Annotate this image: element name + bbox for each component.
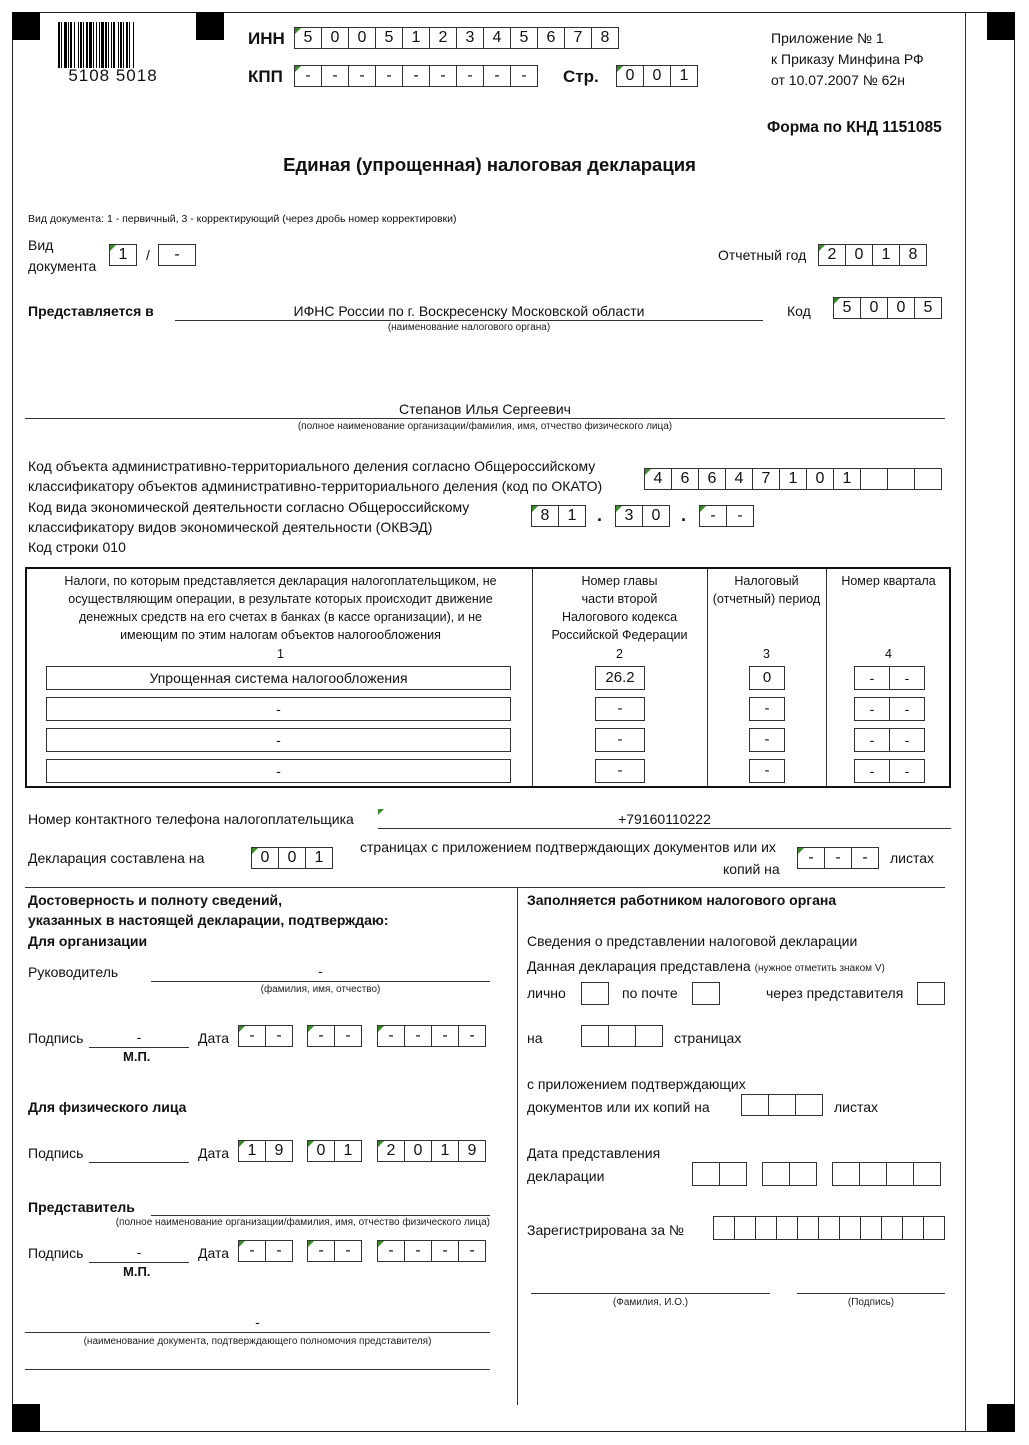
okved-cell[interactable]: 8 [531,505,559,527]
period-field[interactable]: - [749,759,785,783]
personally-checkbox[interactable] [581,982,609,1005]
kpp-cell[interactable]: - [294,65,322,87]
org-date-day[interactable] [238,1025,292,1047]
phone-label: Номер контактного телефона налогоплательщика [28,811,354,827]
table-header-period [707,572,826,608]
doc-type-slash: / [146,247,150,263]
header-line: осуществляющим операции, в результате которых происходит движение [68,592,493,606]
doc-type-hint: Вид документа: 1 - первичный, 3 - корректирующий (через дробь номер корректировки) [28,213,457,225]
officer-sheets-cell[interactable] [795,1094,823,1116]
officer-date-year[interactable] [832,1162,940,1186]
pages-cells[interactable] [251,847,332,869]
rep-year-cell[interactable]: - [377,1240,405,1262]
header-line: Налоговый [734,574,799,588]
person-date-label: Дата [198,1145,230,1161]
officer-day-cell[interactable] [692,1162,720,1186]
bottom-section-line [25,887,945,888]
representative-caption: (полное наименование организации/фамилия, имя, отчество физического лица) [115,1217,490,1228]
col-num-1: 1 [277,647,284,661]
bottom-section-divider [517,887,518,1405]
rep-year-cell[interactable]: - [458,1240,486,1262]
okato-cell[interactable] [887,468,915,490]
kpp-cells[interactable] [294,65,537,87]
barcode-bar [133,22,134,68]
barcode-bar [118,22,119,68]
org-sign-value[interactable]: - [136,1029,142,1045]
correction-cell[interactable]: - [158,244,196,266]
attachments-cell[interactable]: - [797,847,825,869]
page-cell[interactable]: 0 [643,65,671,87]
via-rep-label: через представителя [766,985,904,1001]
attachments-cell[interactable]: - [824,847,852,869]
barcode-bar [96,22,97,68]
inn-cell[interactable]: 4 [483,27,511,49]
taxpayer-caption: (полное наименование организации/фамилия, имя, отчество физического лица) [297,421,673,432]
head-underline [151,981,490,982]
corner-marker-tl [12,12,40,40]
quarter-digit-1[interactable]: - [854,759,890,783]
barcode-bar [89,22,92,68]
okved-cell[interactable]: - [699,505,727,527]
rep-day-cell[interactable]: - [238,1240,266,1262]
rep-day-cell[interactable]: - [265,1240,293,1262]
tax-table [25,567,951,788]
barcode-bar [83,22,84,68]
header-line: Налоги, по которым представляется декларация налогоплательщиком, не [64,574,497,588]
year-cell[interactable]: 8 [899,244,927,266]
rep-sign-underline [89,1262,189,1263]
okved-cell[interactable]: 0 [642,505,670,527]
officer-year-cell[interactable] [886,1162,914,1186]
page-cell[interactable]: 1 [670,65,698,87]
officer-pages-cells[interactable] [581,1025,662,1047]
attach-label-2: документов или их копий на [527,1099,710,1115]
barcode-bar [120,22,122,68]
phone-underline [378,828,951,829]
header-line: имеющим по этим налогам объектов налогообложения [120,628,441,642]
registration-cell[interactable] [923,1216,945,1240]
pages-text1: страницах с приложением подтверждающих документов или их [360,839,776,855]
org-stamp-label: М.П. [123,1049,151,1064]
rep-month-cell[interactable]: - [307,1240,335,1262]
officer-year-cell[interactable] [859,1162,887,1186]
kpp-cell[interactable]: - [348,65,376,87]
taxpayer-underline [25,418,945,419]
officer-sheets-cell[interactable] [741,1094,769,1116]
chapter-field[interactable]: 26.2 [595,666,645,690]
registration-cell[interactable] [755,1216,777,1240]
rep-month-cell[interactable]: - [334,1240,362,1262]
via-rep-checkbox[interactable] [917,982,945,1005]
rep-year-cell[interactable]: - [431,1240,459,1262]
person-date-day[interactable] [238,1140,292,1162]
kpp-cell[interactable]: - [321,65,349,87]
officer-pages-cell[interactable] [581,1025,609,1047]
officer-pages-cell[interactable] [608,1025,636,1047]
page-cell[interactable]: 0 [616,65,644,87]
confirm-line1: Достоверность и полноту сведений, [28,892,283,908]
okato-cells[interactable] [644,468,941,490]
personally-label: лично [527,985,566,1001]
submitted-label [527,958,885,974]
okved-group2-cells[interactable] [615,505,669,527]
pages-text2: копий на [723,861,780,877]
quarter-digit-2[interactable]: - [889,759,925,783]
registration-cell[interactable] [902,1216,924,1240]
org-sign-label: Подпись [28,1030,84,1046]
date-submitted-label-2: декларации [527,1168,605,1184]
tax-office-underline [175,320,763,321]
inn-cell[interactable]: 3 [456,27,484,49]
attachments-cells[interactable] [797,847,878,869]
inn-cell[interactable]: 0 [321,27,349,49]
tax-office-code-cell[interactable]: 5 [833,297,861,319]
tax-office-name[interactable]: ИФНС России по г. Воскресенску Московской области [293,303,645,319]
registration-cell[interactable] [797,1216,819,1240]
quarter-digit-2[interactable]: - [889,728,925,752]
head-value[interactable]: - [318,963,323,979]
phone-value[interactable]: +79160110222 [618,811,711,827]
rep-stamp-label: М.П. [123,1264,151,1279]
person-date-month[interactable] [307,1140,361,1162]
barcode-bar [74,22,75,68]
header-line: Номер главы [581,574,658,588]
barcode-bar [111,22,112,68]
submitted-hint: (нужное отметить знаком V) [754,963,885,974]
appendix-line3: от 10.07.2007 № 62н [771,72,905,88]
corner-marker-bl [12,1404,40,1432]
barcode-digits: 5108 5018 [68,66,158,85]
barcode-bar [93,22,94,68]
officer-date-month[interactable] [762,1162,816,1186]
year-cell[interactable]: 1 [872,244,900,266]
org-date-month[interactable] [307,1025,361,1047]
quarter-digit-1[interactable]: - [854,728,890,752]
header-line: Налогового кодекса [561,610,678,624]
barcode-bar [108,22,109,68]
corner-marker-tr [987,12,1015,40]
taxpayer-name[interactable]: Степанов Илья Сергеевич [399,401,571,417]
barcode-bar [70,22,72,68]
registration-cell[interactable] [839,1216,861,1240]
person-day-cell[interactable]: 9 [265,1140,293,1162]
officer-sign-caption: (Подпись) [847,1297,895,1308]
page-label: Стр. [563,67,599,86]
appendix-line1: Приложение № 1 [771,30,884,46]
okato-cell[interactable]: 1 [779,468,807,490]
form-code: Форма по КНД 1151085 [767,119,942,136]
inn-cell[interactable]: 1 [402,27,430,49]
quarter-digit-2[interactable]: - [889,697,925,721]
officer-sheets-cell[interactable] [768,1094,796,1116]
person-year-cell[interactable]: 2 [377,1140,405,1162]
inn-cells[interactable] [294,27,618,49]
rep-date-label: Дата [198,1245,230,1261]
barcode-bar [99,22,100,68]
table-divider-3 [826,569,827,786]
officer-month-cell[interactable] [789,1162,817,1186]
header-line: части второй [581,592,658,606]
tax-officer-header: Заполняется работником налогового органа [527,892,837,908]
barcode-bar [105,22,107,68]
tax-office-code-label: Код [787,303,811,319]
officer-sheets-label: листах [834,1099,879,1115]
org-month-cell[interactable]: - [307,1025,335,1047]
okato-label-line1: Код объекта административно-территориального деления согласно Общероссийскому [28,458,596,474]
barcode-bar [113,22,115,68]
header-line: Российской Федерации [551,628,688,642]
for-organization-label: Для организации [28,933,148,949]
table-header-taxes [32,572,529,644]
report-year-label: Отчетный год [718,247,807,263]
right-margin-line [965,12,966,1432]
pages-label: Декларация составлена на [28,850,205,866]
registration-cell[interactable] [860,1216,882,1240]
appendix-line2: к Приказу Минфина РФ [771,51,924,67]
officer-year-cell[interactable] [913,1162,941,1186]
kpp-cell[interactable]: - [510,65,538,87]
barcode-bar [68,22,69,68]
org-date-label: Дата [198,1030,230,1046]
barcode-bar [58,22,60,68]
okato-cell[interactable] [914,468,942,490]
tax-name-field[interactable]: - [46,697,511,721]
inn-cell[interactable]: 5 [294,27,322,49]
tax-office-code-cells[interactable] [833,297,941,319]
corner-marker-br [987,1404,1015,1432]
okved-dot1: . [597,505,603,525]
doc-type-label1: Вид [28,237,54,253]
by-mail-label: по почте [622,985,678,1001]
on-label: на [527,1030,543,1046]
pages-suffix: листах [890,850,935,866]
tax-name-field[interactable]: - [46,759,511,783]
quarter-digit-2[interactable]: - [889,666,925,690]
org-day-cell[interactable]: - [238,1025,266,1047]
rep-year-cell[interactable]: - [404,1240,432,1262]
tax-office-code-cell[interactable]: 5 [914,297,942,319]
page-number-cells[interactable] [616,65,697,87]
report-year-cells[interactable] [818,244,926,266]
person-sign-label: Подпись [28,1145,84,1161]
chapter-field[interactable]: - [595,759,645,783]
for-person-label: Для физического лица [28,1099,187,1115]
date-submitted-label-1: Дата представления [527,1145,661,1161]
table-header-chapter [532,572,707,644]
submission-info-label: Сведения о представлении налоговой декларации [527,933,858,949]
registered-label: Зарегистрирована за № [527,1222,684,1238]
tax-office-code-cell[interactable]: 0 [887,297,915,319]
col-num-3: 3 [763,647,770,661]
kpp-label: КПП [248,67,283,86]
person-year-cell[interactable]: 9 [458,1140,486,1162]
okato-cell[interactable]: 4 [725,468,753,490]
page-title: Единая (упрощенная) налоговая декларация [283,154,696,175]
header-line: денежных средств на его счетах в банках (в кассе организации), и не [78,610,482,624]
inn-cell[interactable]: 5 [375,27,403,49]
okved-label-line1: Код вида экономической деятельности согласно Общероссийскому [28,499,470,515]
registration-number-cells[interactable] [713,1216,944,1240]
org-year-cell[interactable]: - [458,1025,486,1047]
barcode-bar [64,22,67,68]
submitted-text: Данная декларация представлена [527,958,751,974]
rep-date-month[interactable] [307,1240,361,1262]
pages-cell[interactable]: 0 [251,847,279,869]
okato-cell[interactable]: 4 [644,468,672,490]
pages-cell[interactable]: 0 [278,847,306,869]
person-year-cell[interactable]: 1 [431,1140,459,1162]
year-cell[interactable]: 2 [818,244,846,266]
registration-cell[interactable] [734,1216,756,1240]
person-month-cell[interactable]: 1 [334,1140,362,1162]
rep-doc-underline [25,1332,490,1333]
rep-doc-underline-2 [25,1369,490,1370]
officer-sheets-cells[interactable] [741,1094,822,1116]
okato-cell[interactable]: 6 [698,468,726,490]
period-field[interactable]: - [749,697,785,721]
head-label: Руководитель [28,964,119,980]
confirm-line2: указанных в настоящей декларации, подтверждаю: [28,912,389,928]
officer-day-cell[interactable] [719,1162,747,1186]
doc-type-cell[interactable]: 1 [109,244,137,266]
barcode-bar [86,22,88,68]
registration-cell[interactable] [713,1216,735,1240]
okato-cell[interactable]: 0 [806,468,834,490]
org-year-cell[interactable]: - [431,1025,459,1047]
chapter-field[interactable]: - [595,697,645,721]
attachments-cell[interactable]: - [851,847,879,869]
officer-pages-cell[interactable] [635,1025,663,1047]
header-line: (отчетный) период [712,592,821,606]
okato-cell[interactable] [860,468,888,490]
barcode-bar [61,22,62,68]
okato-cell[interactable]: 6 [671,468,699,490]
org-day-cell[interactable]: - [265,1025,293,1047]
col-num-2: 2 [616,647,623,661]
barcode-bar [101,22,104,68]
officer-year-cell[interactable] [832,1162,860,1186]
inn-cell[interactable]: 2 [429,27,457,49]
okato-label-line2: классификатору объектов административно-территориального деления (код по ОКАТО) [28,478,603,494]
person-sign-underline [89,1162,189,1163]
year-cell[interactable]: 0 [845,244,873,266]
rep-date-day[interactable] [238,1240,292,1262]
okved-cell[interactable]: 1 [558,505,586,527]
kpp-cell[interactable]: - [429,65,457,87]
person-date-year[interactable] [377,1140,485,1162]
tax-name-field[interactable]: - [46,728,511,752]
officer-sign-underline [797,1293,945,1294]
inn-label: ИНН [248,29,285,48]
tax-name-field[interactable]: Упрощенная система налогообложения [46,666,511,690]
person-year-cell[interactable]: 0 [404,1140,432,1162]
officer-month-cell[interactable] [762,1162,790,1186]
org-date-year[interactable] [377,1025,485,1047]
quarter-digit-1[interactable]: - [854,697,890,721]
by-mail-checkbox[interactable] [692,982,720,1005]
registration-cell[interactable] [818,1216,840,1240]
inn-cell[interactable]: 0 [348,27,376,49]
tax-office-code-cell[interactable]: 0 [860,297,888,319]
head-caption: (фамилия, имя, отчество) [260,984,381,995]
officer-pages-label: страницах [674,1030,742,1046]
person-month-cell[interactable]: 0 [307,1140,335,1162]
inn-cell[interactable]: 6 [537,27,565,49]
rep-date-year[interactable] [377,1240,485,1262]
line-code-label: Код строки 010 [28,539,126,555]
okato-cell[interactable]: 7 [752,468,780,490]
okved-group1-cells[interactable] [531,505,585,527]
table-header-quarter [826,572,951,590]
person-day-cell[interactable]: 1 [238,1140,266,1162]
inn-cell[interactable]: 8 [591,27,619,49]
submitted-to-label: Представляется в [28,303,154,319]
period-field[interactable]: - [749,728,785,752]
kpp-cell[interactable]: - [375,65,403,87]
attach-label-1: с приложением подтверждающих [527,1076,746,1092]
inn-cell[interactable]: 5 [510,27,538,49]
okato-cell[interactable]: 1 [833,468,861,490]
doc-type-label2: документа [28,258,97,274]
officer-date-day[interactable] [692,1162,746,1186]
barcode-bar [129,22,130,68]
org-month-cell[interactable]: - [334,1025,362,1047]
okved-dot2: . [681,505,687,525]
rep-sign-value[interactable]: - [136,1244,142,1260]
kpp-cell[interactable]: - [402,65,430,87]
corner-marker-tm [196,12,224,40]
pages-cell[interactable]: 1 [305,847,333,869]
officer-name-caption: (Фамилия, И.О.) [612,1297,689,1308]
representative-underline [151,1215,490,1216]
representative-label: Представитель [28,1199,135,1215]
period-field[interactable]: 0 [749,666,785,690]
inn-cell[interactable]: 7 [564,27,592,49]
tax-office-caption: (наименование налогового органа) [387,322,551,333]
barcode-bar [126,22,128,68]
kpp-cell[interactable]: - [483,65,511,87]
okved-cell[interactable]: - [726,505,754,527]
rep-sign-label: Подпись [28,1245,84,1261]
registration-cell[interactable] [776,1216,798,1240]
okved-label-line2: классификатору видов экономической деятельности (ОКВЭД) [28,519,433,535]
officer-name-underline [531,1293,770,1294]
header-line: Номер квартала [841,574,936,588]
barcode-bar [78,22,79,68]
col-num-4: 4 [885,647,892,661]
barcode-bar [80,22,82,68]
rep-doc-value[interactable]: - [255,1314,260,1330]
org-sign-underline [89,1047,189,1048]
okved-group3-cells[interactable] [699,505,753,527]
rep-doc-caption: (наименование документа, подтверждающего полномочия представителя) [83,1336,432,1347]
barcode-image [58,22,168,68]
okved-cell[interactable]: 3 [615,505,643,527]
chapter-field[interactable]: - [595,728,645,752]
registration-cell[interactable] [881,1216,903,1240]
barcode-bar [123,22,124,68]
org-year-cell[interactable]: - [377,1025,405,1047]
kpp-cell[interactable]: - [456,65,484,87]
quarter-digit-1[interactable]: - [854,666,890,690]
org-year-cell[interactable]: - [404,1025,432,1047]
